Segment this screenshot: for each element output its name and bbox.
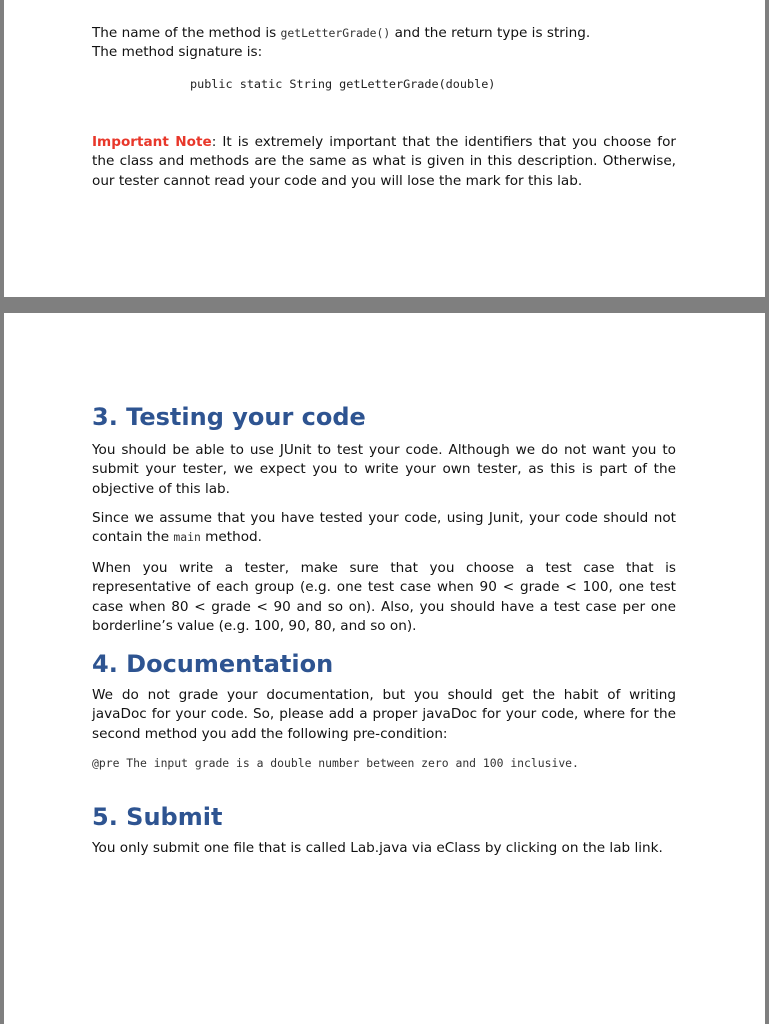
important-note-text: : It is extremely important that the identifiers that you choose for the class and methods are the same as what is given in this description. Otherwise, our tester cannot read your code and you will lose the mark for this lab. <box>92 134 676 189</box>
testing-paragraph-2-text-b: method. <box>200 529 262 546</box>
important-note-paragraph <box>92 133 676 191</box>
document-page-2 <box>4 313 765 1024</box>
document-page-1 <box>4 0 765 297</box>
method-signature-intro: The method signature is: <box>92 44 263 61</box>
method-name-paragraph <box>92 24 676 63</box>
method-signature-code: public static String getLetterGrade(double) <box>190 77 496 91</box>
main-method-code: main <box>173 530 201 545</box>
testing-paragraph-1: You should be able to use JUnit to test your code. Although we do not want you to submit your tester, we expect you to write your own tester, as this is part of the objective of this lab. <box>92 442 676 497</box>
documentation-heading: 4. Documentation <box>92 650 334 678</box>
submit-paragraph: You only submit one file that is called Lab.java via eClass by clicking on the lab link. <box>92 840 663 856</box>
precondition-code: @pre The input grade is a double number between zero and 100 inclusive. <box>92 756 579 770</box>
submit-heading: 5. Submit <box>92 803 223 831</box>
testing-paragraph-3: When you write a tester, make sure that you choose a test case that is representative of each group (e.g. one test case when 90 < grade < 100, one test case when 80 < grade < 90 and so on). Also, you should have a test case per one borderline’s value (e.g. 100, 90, 80, and so on). <box>92 560 676 635</box>
method-name-code: getLetterGrade() <box>280 26 391 40</box>
documentation-paragraph: We do not grade your documentation, but you should get the habit of writing javaDoc for your code. So, please add a proper javaDoc for your code, where for the second method you add the following pre-condition: <box>92 687 676 742</box>
testing-heading: 3. Testing your code <box>92 403 366 431</box>
method-name-text-1: The name of the method is <box>92 25 281 41</box>
important-note-label: Important Note <box>92 134 212 150</box>
method-name-text-2: and the return type is string. <box>390 25 591 41</box>
testing-paragraph-2 <box>92 509 676 548</box>
testing-paragraph-2-text-a: Since we assume that you have tested your code, using Junit, your code should not contain the <box>92 510 676 546</box>
